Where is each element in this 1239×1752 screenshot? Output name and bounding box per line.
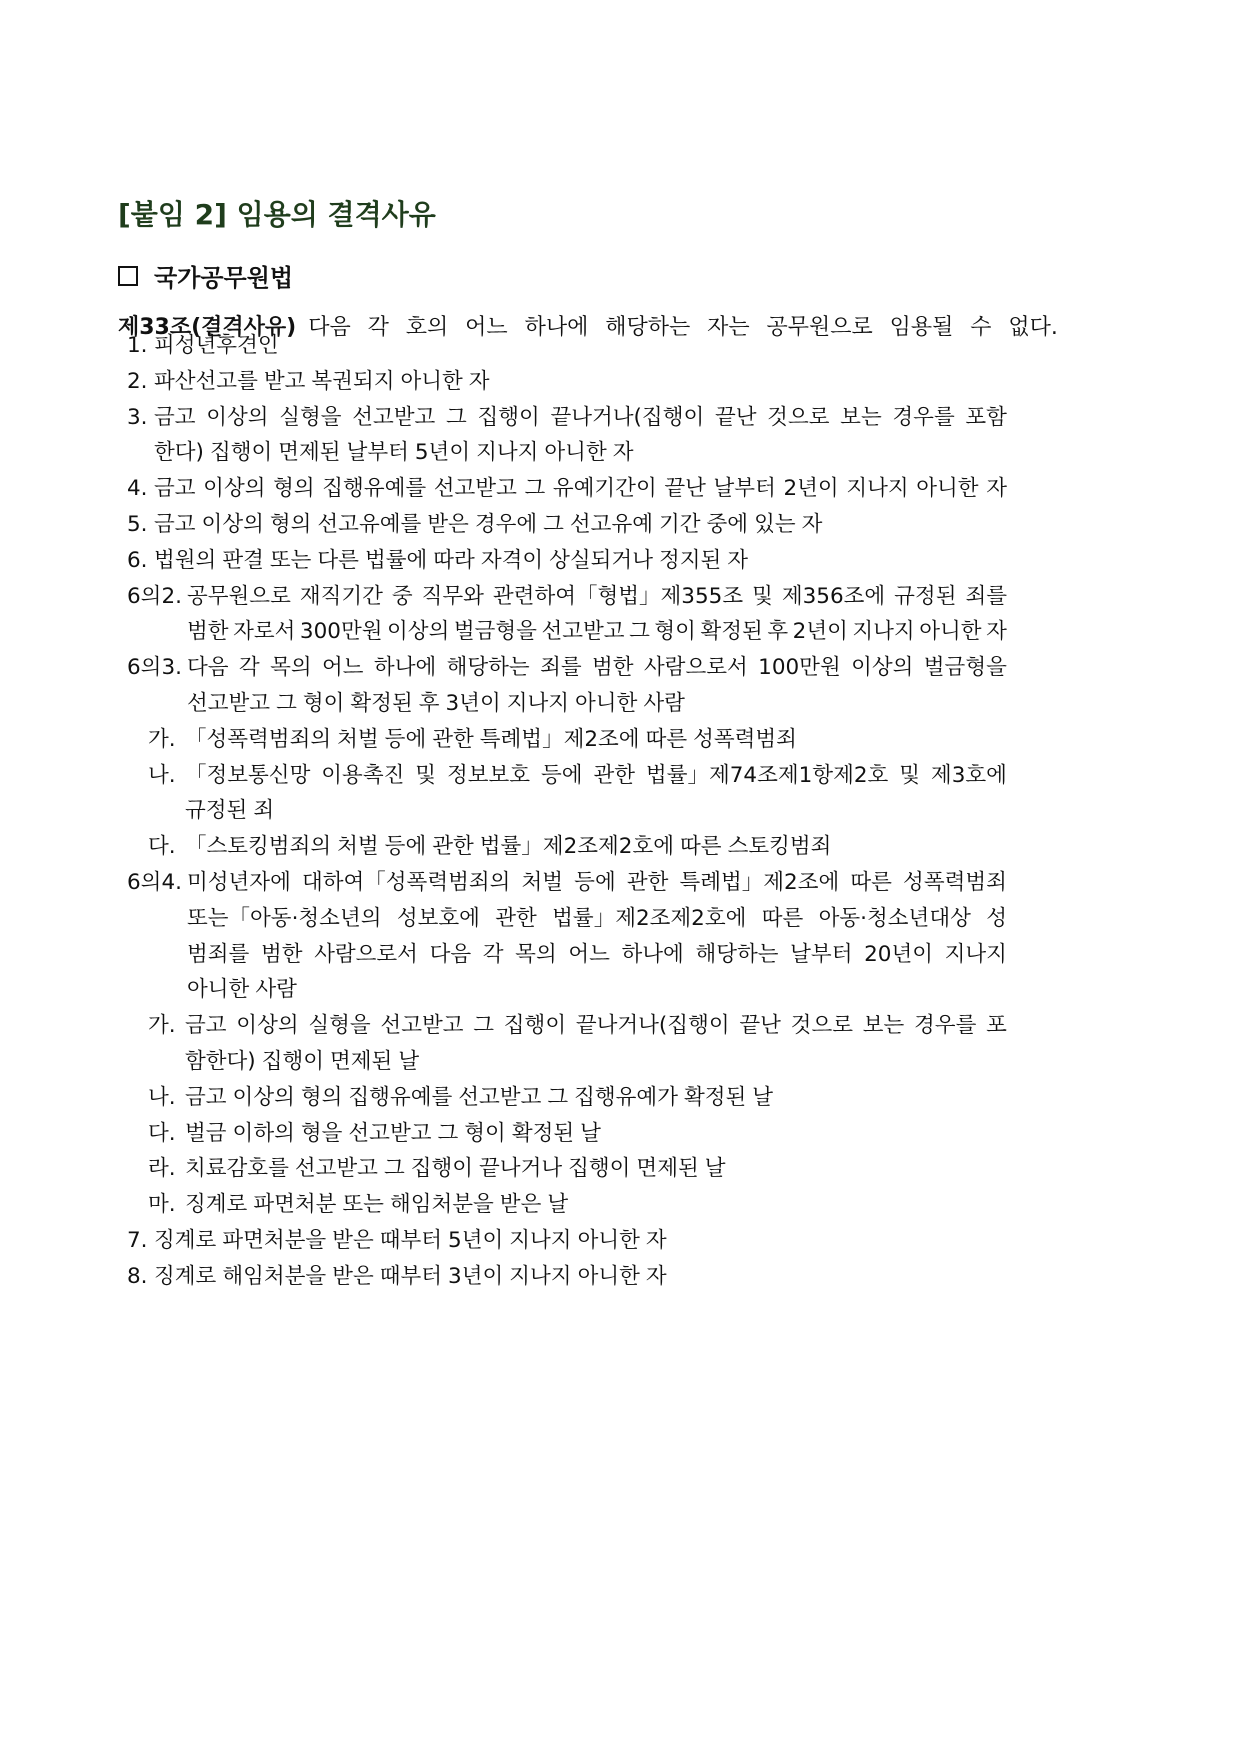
word: 포함 [965,404,1007,430]
word: 목의 [515,941,557,967]
word: 사람 [255,977,297,1003]
word: 면제된 [330,1049,393,1074]
word: 선고받고 [433,476,517,502]
word: 하나에 [621,941,684,967]
word: 및 [415,762,437,788]
word: 법률」제74조제1항제2호 [645,762,889,788]
word: 해임처분을 [389,1192,494,1218]
word: 관한 [495,905,537,931]
word: 날 [580,1120,601,1146]
word: 자로서 [233,619,296,645]
item-text-line [185,720,797,760]
word: 100만원 [758,655,841,681]
word: 날 [704,1156,726,1182]
item-text-line [185,1078,773,1118]
word: 등에 [540,762,583,788]
item-text-line [185,791,274,831]
word: 선고받고 [294,1156,378,1182]
item-text-line [154,1257,667,1297]
word: 규정된 [894,583,957,609]
word: 이상의 [201,512,264,537]
item-text-line [185,827,831,867]
item-text-line [185,1185,568,1225]
word: 관한 [626,870,669,895]
word: 및 [899,762,920,788]
word: 그 [473,1013,495,1039]
item-number: 마. [148,1192,176,1218]
word: 날부터 [346,440,409,466]
word: 사람 [643,691,685,716]
word: 자 [801,512,823,537]
word: 면제된 [278,440,341,466]
word: 집행이 [477,404,540,430]
word: 금고 [154,512,196,537]
word: 확정된 [511,1120,575,1146]
word: 복권되지 [311,368,395,394]
item-text-line [187,970,297,1010]
item-text-line [185,1006,1007,1046]
word: 집행이 [410,1156,474,1182]
word: 선고받고 [541,619,625,645]
item-text-line [187,899,1007,939]
word: 선고유예를 [317,512,422,537]
word: 목의 [270,655,312,681]
word: 지나지 [846,476,909,502]
word: 아니한 [577,1263,640,1289]
item-text-line [154,433,634,473]
word: 사람으로서 [643,655,748,681]
word: 집행이 [209,440,273,466]
word: 형을 [300,1120,343,1146]
word: 금고 [185,1013,227,1039]
word: 후 [767,619,789,645]
word: 파면처분 [253,1192,337,1218]
word: 아니한 [544,440,607,466]
word: 징계로 [185,1192,248,1218]
word: 하나에 [373,655,437,681]
item-text-line [154,541,748,581]
word: 법률」제2조제2호에 [552,905,747,931]
word: 그 [437,1120,459,1146]
word: 실형을 [308,1013,371,1039]
word: 아니한 [187,977,250,1003]
word: 때부터 [379,1263,443,1289]
word: 집행이 [503,1013,567,1039]
item-number: 라. [148,1156,176,1182]
word: 확정된 [350,691,413,716]
word: 것으로 [767,404,830,430]
word: 경우에 [474,512,538,537]
word: 실형을 [279,404,342,430]
word: 미성년자에 [187,870,291,895]
word: 날 [398,1049,420,1074]
word: 다음 [308,315,351,340]
word: 집행이 [261,1049,325,1074]
word: 면제된 [636,1156,699,1182]
word: 스토킹범죄 [727,834,832,860]
item-number: 6의2. [127,583,182,609]
word: 중에 [706,512,749,537]
word: 중 [391,583,413,609]
word: 성 [986,905,1007,931]
word: 금고 [154,404,196,430]
word: 경우를 [892,404,955,430]
word: 다음 [187,655,229,681]
word: 집행유예를 [322,476,427,502]
word: 기간 [658,512,701,537]
item-text-line [185,1149,726,1189]
word: 집행유예를 [348,1084,453,1110]
word: 어느 [568,941,610,967]
word: 호의 [405,315,449,340]
page-title: [붙임 2] 임용의 결격사유 [118,198,436,231]
word: 등에 [384,834,427,860]
item-text-line [185,1042,419,1082]
word: 선고받고 [187,691,271,716]
word: 제3호에 [930,762,1007,788]
word: 또는 [342,1192,384,1218]
word: 관한 [593,762,635,788]
word: 하나에 [524,315,589,340]
word: 그 [543,512,564,537]
word: 또는 [269,547,312,573]
word: 집행이 [568,1156,631,1182]
word: 아니한 [577,1228,640,1253]
word: 받은 [332,1263,374,1289]
word: 아니한 [400,368,463,394]
word: 지나지 [506,691,570,716]
word: 법원의 [154,547,217,573]
word: 집행유예가 [574,1084,678,1110]
item-text-line [154,326,279,366]
word: 징계로 [154,1263,217,1289]
word: 지나지 [509,1263,572,1289]
word: 「정보통신망 [185,762,311,788]
word: 형이 [302,691,345,716]
word: 한다) [154,440,204,466]
word: 특례법」제2조에 [479,726,640,752]
word: 선고받고 [380,1013,464,1039]
word: 형이 [654,619,696,645]
word: 끝난 [714,404,757,430]
word: 아니한 [919,619,982,645]
word: 날부터 [713,476,776,502]
word: 경우를 [914,1013,977,1039]
word: 자 [645,1263,667,1289]
item-text-line [185,1114,601,1154]
item-number: 7. [127,1228,148,1253]
word: 날 [547,1192,569,1218]
word: 있는 [754,512,796,537]
word: 각 [367,315,389,340]
word: 없다. [1008,315,1058,340]
word: 보는 [840,404,882,430]
word: 아니한 [575,691,638,716]
word: 지나지 [944,941,1007,967]
word: 범한 [591,655,634,681]
word: 선고받고 [352,404,436,430]
word: 따른 [645,726,688,752]
word: 받고 [263,368,306,394]
word: 자 [645,1228,667,1253]
word: 끝난 [664,476,706,502]
word: 벌금형을 [453,619,537,645]
word: 처벌 [521,870,564,895]
word: 그 [446,404,467,430]
item-text-line [187,577,1007,617]
word: 20년이 [864,941,933,967]
word: 형의 [273,476,315,502]
word: 상실되거나 [549,547,653,573]
item-text-line [187,612,1007,652]
word: 것으로 [790,1013,853,1039]
item-text-line [187,935,1007,975]
word: 이상의 [387,619,450,645]
word: 자 [727,547,749,573]
word: 유예기간이 [552,476,657,502]
word: 3년이 [445,691,501,716]
word: 선고받고 [348,1120,432,1146]
item-number: 3. [127,404,148,430]
word: 그 [276,691,297,716]
word: 보는 [862,1013,905,1039]
item-number: 5. [127,512,148,537]
article-text [308,310,1058,341]
word: 법률에 [364,547,428,573]
section-title: 국가공무원법 [154,264,294,292]
word: 범한 [187,619,229,645]
word: 형이 [464,1120,506,1146]
item-text-line [187,684,685,724]
word: 어느 [465,315,508,340]
word: 다음 [429,941,472,967]
word: 날 [752,1084,774,1110]
word: 따라 [433,547,475,573]
word: 이상의 [232,1084,295,1110]
item-text-line [154,1221,667,1261]
word: 확정된 [683,1084,747,1110]
word: 선고유예 [569,512,653,537]
word: 5년이 [414,440,471,466]
item-text-line [154,398,1007,438]
word: 재직기간 [299,583,383,609]
word: 아니한 [916,476,979,502]
word: 자는 [707,315,750,340]
word: 이용촉진 [321,762,405,788]
word: 자 [612,440,634,466]
word: 금고 [185,1084,227,1110]
section-heading [118,258,293,293]
word: 어느 [322,655,364,681]
word: 자격이 [480,547,544,573]
word: 지나지 [476,440,539,466]
item-text-line [154,469,1007,509]
word: 범죄를 [187,941,250,967]
item-text-line [187,863,1007,903]
word: 처벌 [337,834,379,860]
item-text-line [154,362,490,402]
word: 받은 [427,512,469,537]
word: 죄를 [540,655,582,681]
word: 포 [986,1013,1007,1039]
checkbox-square-icon [118,266,138,286]
word: 「스토킹범죄의 [185,834,332,860]
word: 성보호에 [396,905,480,931]
word: 및 [752,583,773,609]
item-number: 나. [148,762,176,788]
word: 끝나거나 [479,1156,563,1182]
word: 해임처분을 [222,1263,327,1289]
item-text-line [187,648,1007,688]
word: 자 [468,368,490,394]
word: 직무와 [421,583,484,609]
word: 따른 [761,905,804,931]
word: 다른 [317,547,359,573]
word: 해당하는 [605,315,691,340]
word: 받은 [332,1228,374,1253]
word: 성폭력범죄 [903,870,1007,895]
word: 죄 [253,798,275,824]
word: 파산선고를 [154,368,258,394]
word: 5년이 [448,1228,504,1253]
word: 치료감호를 [185,1156,289,1182]
word: 2년이 [783,476,839,502]
word: 「성폭력범죄의 [185,726,332,752]
word: 아동·청소년대상 [818,905,971,931]
article-head: 제33조(결격사유) [118,315,297,340]
item-number: 8. [127,1263,148,1289]
word: 범한 [260,941,303,967]
word: 죄를 [965,583,1007,609]
word: 3년이 [448,1263,504,1289]
item-number: 2. [127,368,148,394]
word: 이상의 [851,655,914,681]
word: 그 [524,476,546,502]
word: 그 [547,1084,569,1110]
word: 끝나거나(집행이 [575,1013,730,1039]
item-number: 4. [127,476,148,502]
item-number: 6의3. [127,655,182,681]
word: 처벌 [337,726,379,752]
word: 규정된 [185,798,248,824]
word: 판결 [222,547,264,573]
word: 피성년후견인 [154,333,279,358]
word: 각 [238,655,260,681]
word: 금고 [154,476,196,502]
word: 공무원으로 [187,583,291,609]
word: 때부터 [379,1228,443,1253]
word: 벌금 [185,1120,227,1146]
word: 이하의 [232,1120,295,1146]
item-number: 다. [148,1120,176,1146]
word: 이상의 [203,476,266,502]
word: 2년이 [792,619,848,645]
word: 날부터 [790,941,853,967]
word: 해당하는 [695,941,779,967]
word: 이상의 [236,1013,299,1039]
word: 따른 [680,834,722,860]
word: 자 [986,619,1007,645]
item-number: 6의4. [127,870,182,895]
word: 그 [629,619,650,645]
word: 대하여「성폭력범죄의 [301,870,511,895]
word: 성폭력범죄 [693,726,797,752]
word: 300만원 [299,619,383,645]
word: 사람으로서 [314,941,418,967]
word: 따른 [850,870,892,895]
word: 제356조에 [781,583,886,609]
word: 후 [418,691,440,716]
word: 또는「아동·청소년의 [187,905,382,931]
item-number: 가. [148,1013,176,1039]
word: 징계로 [154,1228,217,1253]
word: 끝나거나(집행이 [550,404,705,430]
item-number: 나. [148,1084,176,1110]
item-number: 1. [127,333,148,358]
word: 선고받고 [458,1084,542,1110]
word: 수 [970,315,992,340]
word: 관련하여「형법」제355조 [492,583,744,609]
word: 각 [482,941,504,967]
item-number: 다. [148,834,176,860]
word: 파면처분을 [222,1228,327,1253]
word: 정지된 [658,547,722,573]
word: 지나지 [509,1228,572,1253]
word: 함한다) [185,1049,256,1074]
item-text-line [154,505,822,545]
word: 형의 [300,1084,343,1110]
word: 법률」제2조제2호에 [479,834,675,860]
word: 자 [986,476,1007,502]
item-number: 6. [127,547,148,573]
word: 등에 [574,870,616,895]
word: 등에 [384,726,427,752]
word: 관한 [432,726,474,752]
word: 해당하는 [446,655,530,681]
word: 지나지 [852,619,915,645]
word: 정보보호 [446,762,531,788]
word: 벌금형을 [923,655,1007,681]
word: 공무원으로 [766,315,873,340]
item-text-line [185,756,1007,796]
word: 특례법」제2조에 [679,870,840,895]
word: 임용될 [889,315,954,340]
word: 관한 [432,834,474,860]
item-number: 가. [148,726,176,752]
word: 이상의 [206,404,269,430]
word: 확정된 [700,619,763,645]
word: 끝난 [739,1013,781,1039]
word: 받은 [499,1192,542,1218]
word: 그 [383,1156,405,1182]
word: 형의 [269,512,312,537]
